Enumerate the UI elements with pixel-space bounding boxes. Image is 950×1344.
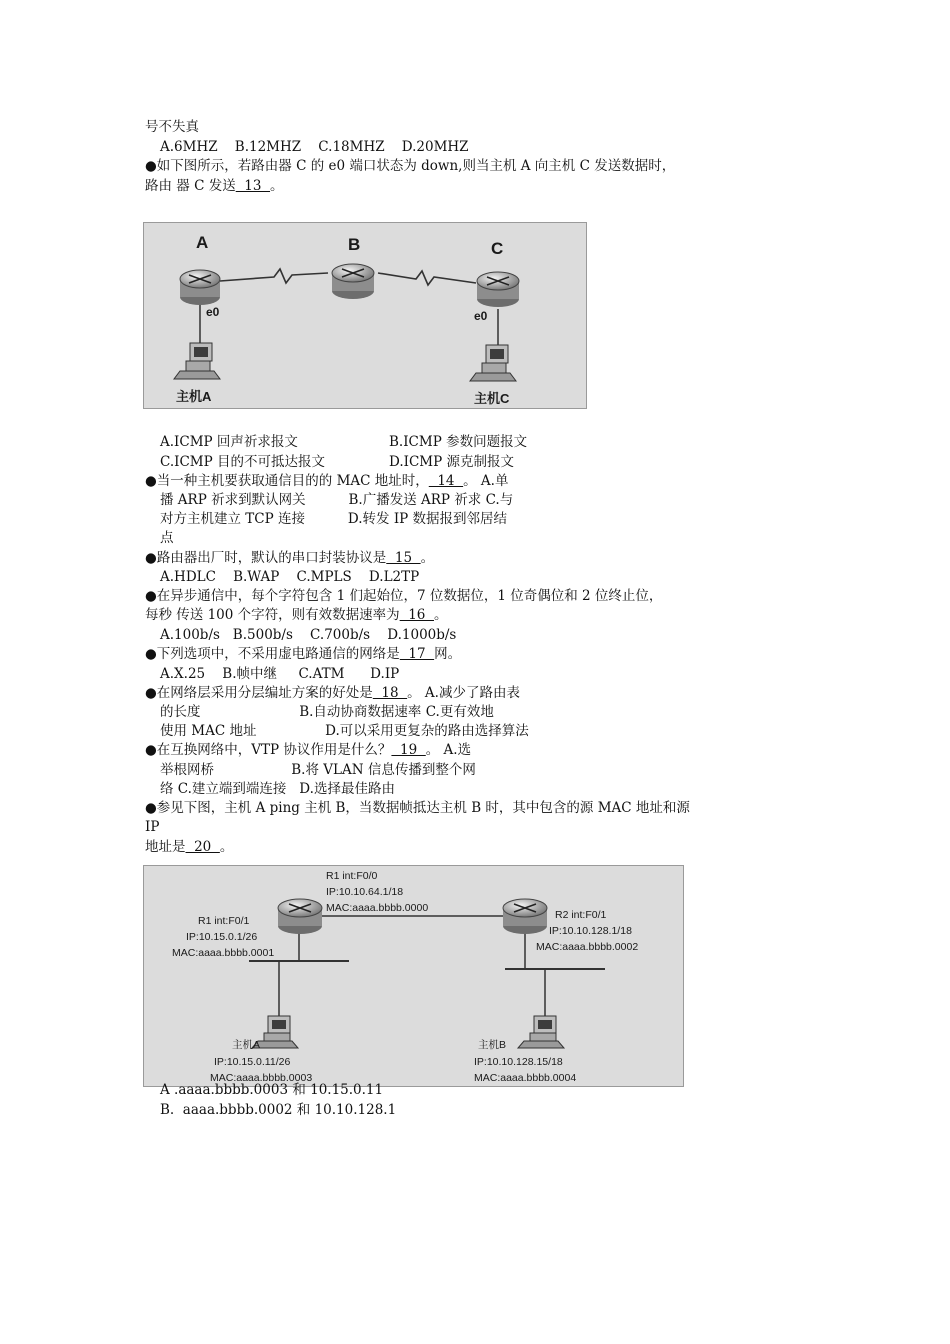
q18-text-line1 bbox=[145, 684, 520, 702]
q19-text-line1 bbox=[145, 741, 471, 759]
q16-text-line2 bbox=[145, 606, 447, 624]
q12-options: A.6MHZ B.12MHZ C.18MHZ D.20MHZ bbox=[160, 139, 469, 155]
router-r1-icon bbox=[278, 899, 322, 934]
q13-text-post: 。 bbox=[270, 178, 284, 194]
q14-text-post: 。 A.单 bbox=[463, 473, 509, 489]
q13-option-b: B.ICMP 参数问题报文 bbox=[389, 434, 528, 450]
host-b-computer-icon bbox=[518, 1016, 564, 1048]
q17-options: A.X.25 B.帧中继 C.ATM D.IP bbox=[160, 666, 400, 682]
q12-tail: 号不失真 bbox=[145, 119, 199, 135]
q13-text-line2 bbox=[145, 177, 284, 195]
host-b-name: 主机B bbox=[478, 1039, 507, 1051]
q13-option-c: C.ICMP 目的不可抵达报文 bbox=[160, 454, 325, 470]
serial-link-a-b bbox=[220, 269, 328, 283]
host-a-mac: MAC:aaaa.bbbb.0003 bbox=[210, 1072, 313, 1084]
serial-link-b-c bbox=[378, 271, 476, 285]
router-c-icon bbox=[477, 272, 519, 307]
q20-text-post: 。 bbox=[219, 839, 234, 855]
q14-text-line2: 播 ARP 祈求到默认网关 B.广播发送 ARP 祈求 C.与 bbox=[160, 492, 514, 508]
router-r2-icon bbox=[503, 899, 547, 934]
q20-text-line2: IP bbox=[145, 819, 160, 835]
q14-text-line1 bbox=[145, 472, 508, 490]
q13-option-a: A.ICMP 回声祈求报文 bbox=[160, 434, 298, 450]
q17-text-line1 bbox=[145, 645, 461, 663]
ping-topology-figure bbox=[143, 865, 684, 1087]
host-a-label: 主机A bbox=[176, 389, 212, 404]
q20-answer-blank: 20 bbox=[185, 839, 220, 855]
q19-text-post: 。 A.选 bbox=[425, 742, 472, 758]
q16-text-line1: ●在异步通信中，每个字符包含 1 们起始位，7 位数据位，1 位奇偶位和 2 位终止位， bbox=[145, 588, 663, 604]
q14-text-line3: 对方主机建立 TCP 连接 D.转发 IP 数据报到邻居结 bbox=[160, 511, 508, 527]
router-a-label: A bbox=[196, 233, 209, 252]
q13-text-pre: 路由 器 C 发送 bbox=[145, 178, 236, 194]
host-c-computer-icon bbox=[470, 345, 516, 381]
q13-option-d: D.ICMP 源克制报文 bbox=[389, 454, 514, 470]
q19-answer-blank: 19 bbox=[391, 742, 426, 758]
router-topology-figure bbox=[143, 222, 587, 409]
q14-text-line4: 点 bbox=[160, 530, 174, 546]
r1-f00-name: R1 int:F0/0 bbox=[326, 870, 378, 882]
q16-text-pre: 每秒 传送 100 个字符，则有效数据速率为 bbox=[145, 607, 400, 623]
q20-text-line3 bbox=[145, 838, 233, 856]
q18-text-pre: ●在网络层采用分层编址方案的好处是 bbox=[145, 685, 373, 701]
q18-text-line3: 使用 MAC 地址 D.可以采用更复杂的路由选择算法 bbox=[160, 723, 529, 739]
r1-f01-ip: IP:10.15.0.1/26 bbox=[186, 931, 258, 943]
q20-option-b: B. aaaa.bbbb.0002 和 10.10.128.1 bbox=[160, 1102, 397, 1118]
q19-text-line2: 举根网桥 B.将 VLAN 信息传播到整个网 bbox=[160, 762, 476, 778]
host-b-ip: IP:10.10.128.15/18 bbox=[474, 1056, 563, 1068]
q16-text-post: 。 bbox=[433, 607, 448, 623]
r1-f00-ip: IP:10.10.64.1/18 bbox=[326, 886, 404, 898]
host-a-computer-icon bbox=[174, 343, 220, 379]
q20-option-a: A .aaaa.bbbb.0003 和 10.15.0.11 bbox=[160, 1082, 384, 1098]
host-c-label: 主机C bbox=[474, 391, 510, 406]
q15-text-post: 。 bbox=[420, 550, 435, 566]
q15-text-line1 bbox=[145, 549, 434, 567]
q18-text-line2: 的长度 B.自动协商数据速率 C.更有效地 bbox=[160, 704, 494, 720]
q17-answer-blank: 17 bbox=[399, 646, 435, 662]
r1-f01-mac: MAC:aaaa.bbbb.0001 bbox=[172, 947, 275, 959]
host-a-ip: IP:10.15.0.11/26 bbox=[214, 1056, 291, 1068]
router-c-port-label: e0 bbox=[474, 309, 488, 323]
q14-text-pre: ●当一种主机要获取通信目的的 MAC 地址时， bbox=[145, 473, 429, 489]
r2-f01-mac: MAC:aaaa.bbbb.0002 bbox=[536, 941, 639, 953]
router-a-port-label: e0 bbox=[206, 305, 220, 319]
q19-text-line3: 络 C.建立端到端连接 D.选择最佳路由 bbox=[160, 781, 395, 797]
q15-options: A.HDLC B.WAP C.MPLS D.L2TP bbox=[160, 569, 420, 585]
q16-answer-blank: 16 bbox=[399, 607, 434, 623]
q18-text-post: 。 A.减少了路由表 bbox=[407, 685, 520, 701]
router-b-label: B bbox=[348, 235, 361, 254]
q16-options: A.100b/s B.500b/s C.700b/s D.1000b/s bbox=[160, 627, 457, 643]
router-a-icon bbox=[180, 270, 220, 305]
q20-text-pre: 地址是 bbox=[145, 839, 186, 855]
q14-answer-blank: 14 bbox=[428, 473, 464, 489]
q20-text-line1: ●参见下图，主机 A ping 主机 B，当数据帧抵达主机 B 时，其中包含的源 MAC 地址和源 bbox=[145, 800, 690, 816]
q19-text-pre: ●在互换网络中，VTP 协议作用是什么？ bbox=[145, 742, 392, 758]
q13-answer-blank: 13 bbox=[235, 178, 271, 194]
r1-f00-mac: MAC:aaaa.bbbb.0000 bbox=[326, 902, 429, 914]
host-b-mac: MAC:aaaa.bbbb.0004 bbox=[474, 1072, 577, 1084]
q17-text-post: 网。 bbox=[434, 646, 462, 662]
router-b-icon bbox=[332, 264, 374, 299]
q18-answer-blank: 18 bbox=[372, 685, 408, 701]
q17-text-pre: ●下列选项中，不采用虚电路通信的网络是 bbox=[145, 646, 400, 662]
q15-text-pre: ●路由器出厂时，默认的串口封装协议是 bbox=[145, 550, 387, 566]
r1-f01-name: R1 int:F0/1 bbox=[198, 915, 250, 927]
r2-f01-name: R2 int:F0/1 bbox=[555, 909, 607, 921]
host-a-name: 主机A bbox=[232, 1039, 261, 1051]
q13-text-line1: ●如下图所示，若路由器 C 的 e0 端口状态为 down,则当主机 A 向主机 C 发送数据时， bbox=[145, 158, 676, 174]
r2-f01-ip: IP:10.10.128.1/18 bbox=[549, 925, 632, 937]
q15-answer-blank: 15 bbox=[386, 550, 421, 566]
router-c-label: C bbox=[491, 239, 504, 258]
